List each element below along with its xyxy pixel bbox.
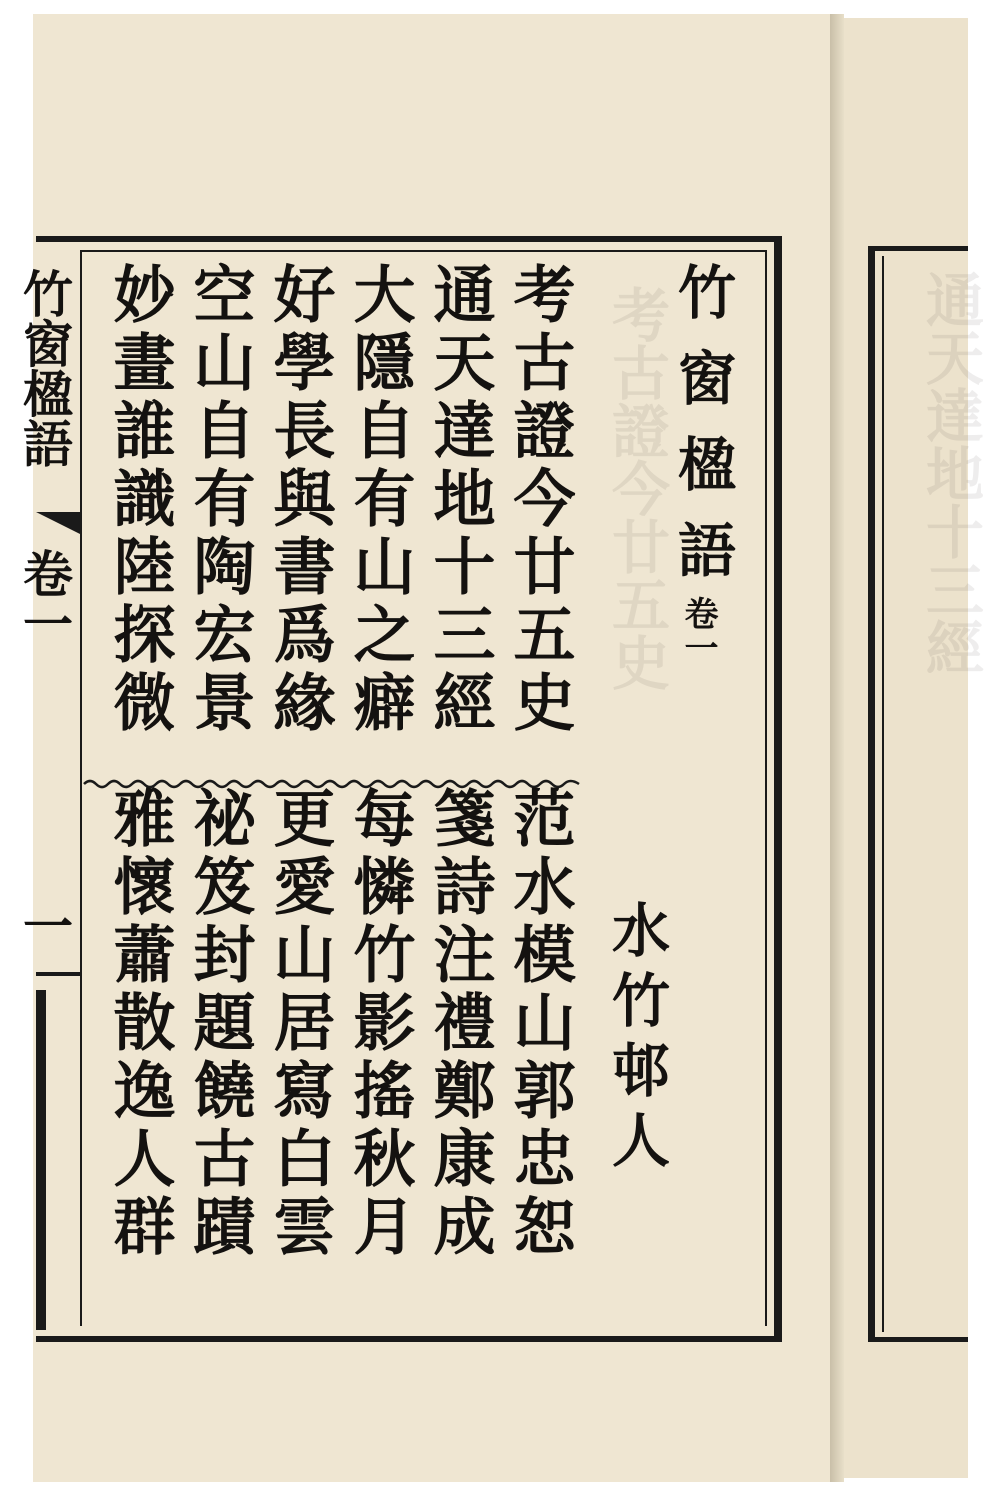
fold-page-number: 一 [15, 900, 74, 950]
fold-rule [36, 972, 80, 976]
volume-label: 卷一 [678, 596, 718, 664]
bleed-through-text: 通天達地十三經 [916, 270, 984, 676]
couplet-column: 箋詩注禮鄭康成 [423, 786, 496, 1262]
couplet-column: 妙畫誰識陸探微 [103, 262, 176, 738]
couplet-column: 好學長與書爲緣 [263, 262, 336, 738]
couplet-column: 雅懷蕭散逸人群 [103, 786, 176, 1262]
couplet-column: 空山自有陶宏景 [183, 262, 256, 738]
fold-volume: 卷一 [15, 548, 74, 648]
couplet-column: 考古證今廿五史 [503, 262, 576, 738]
book-title: 竹窗楹語 [668, 262, 736, 606]
couplet-column: 通天達地十三經 [423, 262, 496, 738]
couplet-column: 大隱自有山之癖 [343, 262, 416, 738]
fold-title: 竹窗楹語 [15, 268, 74, 468]
fold-black-bar [36, 990, 46, 1330]
book-spine [830, 14, 844, 1482]
author-name: 水竹邨人 [602, 900, 670, 1180]
couplet-column: 范水模山郭忠恕 [503, 786, 576, 1262]
bleed-through-text: 考古證今廿五史 [602, 285, 670, 691]
couplet-column: 祕笈封題饒古蹟 [183, 786, 256, 1262]
couplet-column: 更愛山居寫白雲 [263, 786, 336, 1262]
couplet-column: 每憐竹影搖秋月 [343, 786, 416, 1262]
